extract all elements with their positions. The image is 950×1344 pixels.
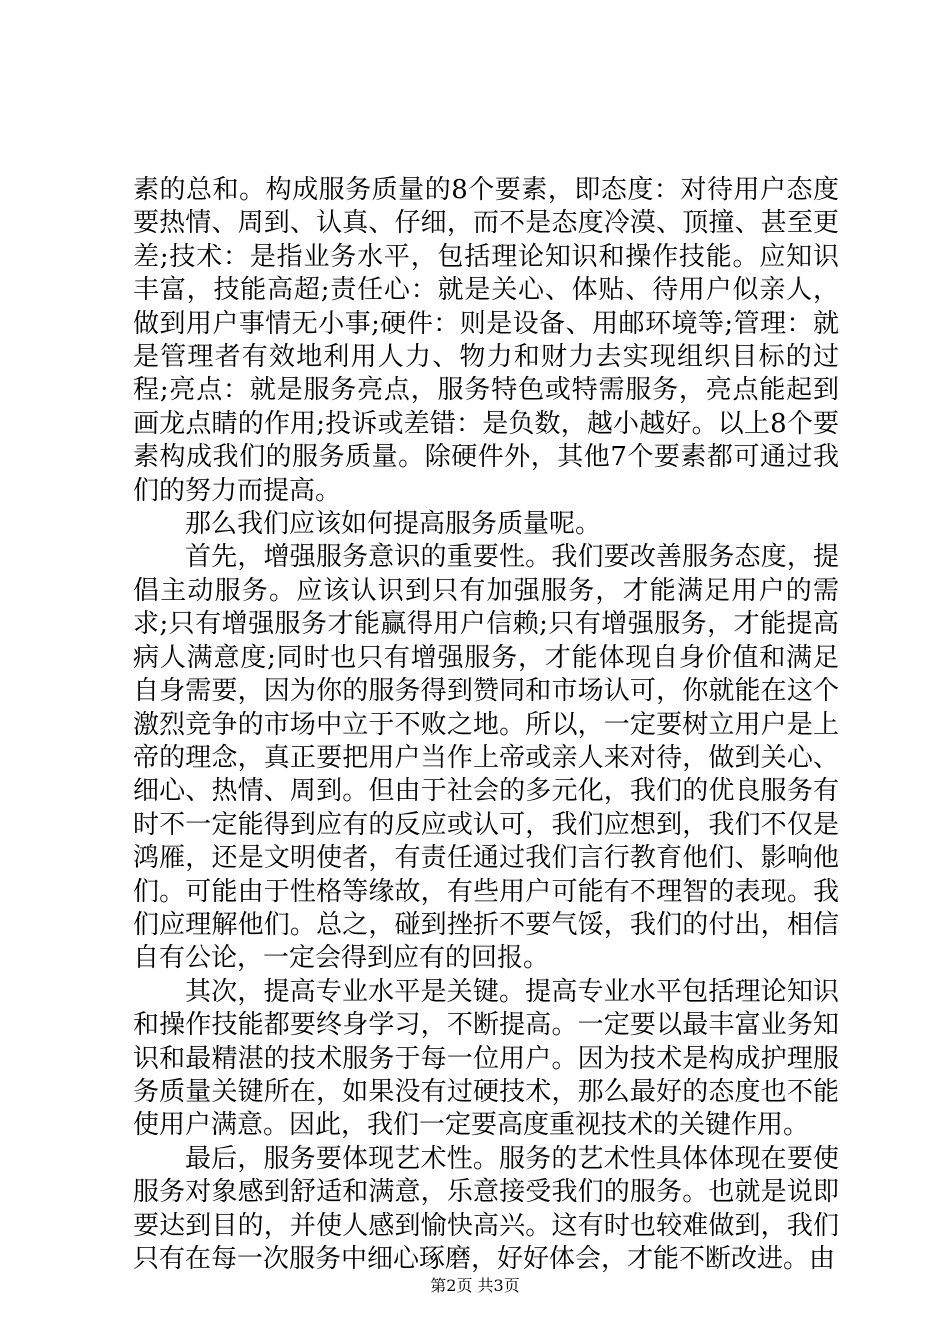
paragraph-4: 其次，提高专业水平是关键。提高专业水平包括理论知识和操作技能都要终身学习，不断提高。一定要以最丰富业务知识和最精湛的技术服务于每一位用户。因为技术是构成护理服务质量关键所在，如果没有过硬技术，那么最好的态度也不能使用户满意。因此，我们一定要高度重视技术的关键作用。 xyxy=(133,976,839,1141)
paragraph-1: 素的总和。构成服务质量的8个要素，即态度：对待用户态度要热情、周到、认真、仔细，而不是态度冷漠、顶撞、甚至更差;技术：是指业务水平，包括理论知识和操作技能。应知识丰富，技能高超;责任心：就是关心、体贴、待用户似亲人，做到用户事情无小事;硬件：则是设备、用邮环境等;管理：就是管理者有效地利用人力、物力和财力去实现组织目标的过程;亮点：就是服务亮点，服务特色或特需服务，亮点能起到画龙点睛的作用;投诉或差错：是负数，越小越好。以上8个要素构成我们的服务质量。除硬件外，其他7个要素都可通过我们的努力而提高。 xyxy=(133,175,839,506)
paragraph-5: 最后，服务要体现艺术性。服务的艺术性具体体现在要使服务对象感到舒适和满意，乐意接受我们的服务。也就是说即要达到目的，并使人感到愉快高兴。这有时也较难做到，我们只有在每一次服务中细心琢磨，好好体会，才能不断改进。由 xyxy=(133,1143,839,1274)
paragraph-2: 那么我们应该如何提高服务质量呢。 xyxy=(185,509,602,540)
page-footer: 第2页 共3页 xyxy=(430,1276,520,1295)
document-body xyxy=(133,174,839,1276)
paragraph-3: 首先，增强服务意识的重要性。我们要改善服务态度，提倡主动服务。应该认识到只有加强服务，才能满足用户的需求;只有增强服务才能赢得用户信赖;只有增强服务，才能提高病人满意度;同时也只有增强服务，才能体现自身价值和满足自身需要，因为你的服务得到赞同和市场认可，你就能在这个激烈竞争的市场中立于不败之地。所以，一定要树立用户是上帝的理念，真正要把用户当作上帝或亲人来对待，做到关心、细心、热情、周到。但由于社会的多元化，我们的优良服务有时不一定能得到应有的反应或认可，我们应想到，我们不仅是鸿雁，还是文明使者，有责任通过我们言行教育他们、影响他们。可能由于性格等缘故，有些用户可能有不理智的表现。我们应理解他们。总之，碰到挫折不要气馁，我们的付出，相信自有公论，一定会得到应有的回报。 xyxy=(133,542,839,974)
